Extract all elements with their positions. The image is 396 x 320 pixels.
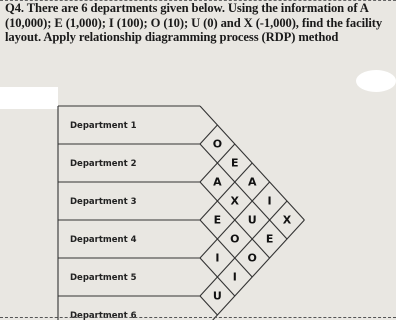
department-label: Department 5 (70, 273, 137, 283)
relationship-code: U (212, 289, 222, 303)
relationship-code: O (247, 251, 257, 265)
relationship-code: O (230, 232, 240, 246)
relationship-code: X (230, 194, 240, 208)
relationship-code: E (265, 232, 274, 246)
bottom-dashed-rule (0, 317, 396, 319)
relationship-code: E (231, 156, 239, 170)
department-label: Department 1 (70, 121, 137, 131)
relationship-code: A (247, 175, 257, 189)
question-text: Q4. There are 6 departments given below. Using the information of A (10,000); E (1,000); I (100); O (10); U (0) and X (-1,000), find the facility layout. Apply relationship diagramming process (RDP) method (5, 1, 383, 45)
relationship-code: U (247, 213, 257, 227)
department-label: Department 3 (70, 197, 137, 207)
department-label: Department 4 (70, 235, 137, 245)
relationship-code: E (213, 213, 222, 227)
department-label: Department 6 (70, 311, 137, 320)
relationship-code: I (267, 194, 272, 208)
grid-line-up (200, 220, 304, 320)
relationship-code: A (213, 175, 222, 189)
relationship-code: I (215, 251, 220, 265)
relationship-code: I (232, 270, 237, 284)
relationship-code: O (212, 137, 223, 151)
grid-line-up (200, 163, 252, 220)
relationship-code: X (282, 213, 292, 227)
department-label: Department 2 (70, 159, 137, 169)
grid-line-down (200, 220, 252, 277)
